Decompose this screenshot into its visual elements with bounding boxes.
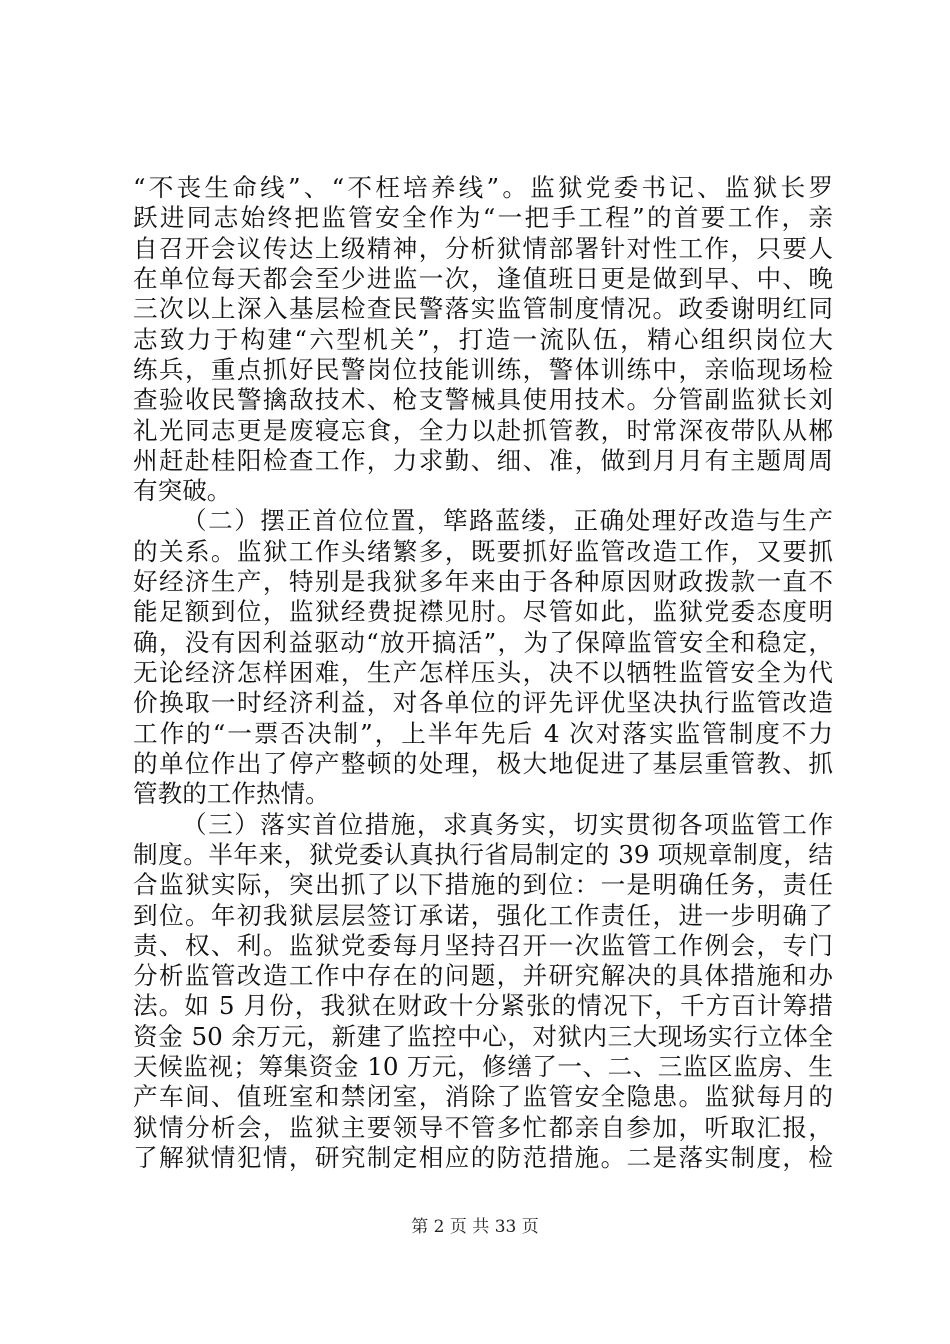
text-line: 跃进同志始终把监管安全作为“一把手工程”的首要工作，亲 — [133, 203, 833, 232]
text-line: 礼光同志更是废寝忘食，全力以赴抓管教，时常深夜带队从郴 — [133, 416, 833, 445]
text-line: 到位。年初我狱层层签订承诺，强化工作责任，进一步明确了 — [133, 901, 833, 930]
text-line: 的关系。监狱工作头绪繁多，既要抓好监管改造工作，又要抓 — [133, 537, 833, 566]
text-line: 的单位作出了停产整顿的处理，极大地促进了基层重管教、抓 — [133, 749, 833, 778]
text-line: 制度。半年来，狱党委认真执行省局制定的 39 项规章制度，结 — [133, 840, 833, 869]
text-line: 自召开会议传达上级精神，分析狱情部署针对性工作，只要人 — [133, 234, 833, 263]
text-line: “不丧生命线”、“不枉培养线”。监狱党委书记、监狱长罗 — [133, 173, 833, 202]
section-heading-line: （二）摆正首位位置，筚路蓝缕，正确处理好改造与生产 — [182, 506, 833, 535]
text-line: 价换取一时经济利益，对各单位的评先评优坚决执行监管改造 — [133, 688, 833, 717]
text-line: 好经济生产，特别是我狱多年来由于各种原因财政拨款一直不 — [133, 567, 833, 596]
text-line: 无论经济怎样困难，生产怎样压头，决不以牺牲监管安全为代 — [133, 658, 833, 687]
text-line: 产车间、值班室和禁闭室，消除了监管安全隐患。监狱每月的 — [133, 1082, 833, 1111]
text-line: 管教的工作热情。 — [133, 779, 330, 808]
text-line: 责、权、利。监狱党委每月坚持召开一次监管工作例会，专门 — [133, 931, 833, 960]
text-line: 三次以上深入基层检查民警落实监管制度情况。政委谢明红同 — [133, 294, 833, 323]
text-line: 有突破。 — [133, 476, 232, 505]
text-line: 了解狱情犯情，研究制定相应的防范措施。二是落实制度，检 — [133, 1143, 833, 1172]
text-line: 资金 50 余万元，新建了监控中心，对狱内三大现场实行立体全 — [133, 1022, 833, 1051]
text-line: 确，没有因利益驱动“放开搞活”，为了保障监管安全和稳定， — [133, 628, 833, 657]
page-number-footer: 第 2 页 共 33 页 — [411, 1217, 539, 1237]
text-line: 志致力于构建“六型机关”，打造一流队伍，精心组织岗位大 — [133, 325, 833, 354]
text-line: 查验收民警擒敌技术、枪支警械具使用技术。分管副监狱长刘 — [133, 385, 833, 414]
text-line: 工作的“一票否决制”，上半年先后 4 次对落实监管制度不力 — [133, 719, 833, 748]
section-heading-line: （三）落实首位措施，求真务实，切实贯彻各项监管工作 — [182, 810, 833, 839]
text-line: 分析监管改造工作中存在的问题，并研究解决的具体措施和办 — [133, 961, 833, 990]
text-line: 法。如 5 月份，我狱在财政十分紧张的情况下，千方百计筹措 — [133, 991, 833, 1020]
text-line: 能足额到位，监狱经费捉襟见肘。尽管如此，监狱党委态度明 — [133, 597, 833, 626]
text-line: 狱情分析会，监狱主要领导不管多忙都亲自参加，听取汇报， — [133, 1113, 833, 1142]
text-line: 练兵，重点抓好民警岗位技能训练，警体训练中，亲临现场检 — [133, 355, 833, 384]
text-line: 合监狱实际，突出抓了以下措施的到位：一是明确任务，责任 — [133, 870, 833, 899]
text-line: 在单位每天都会至少进监一次，逢值班日更是做到早、中、晚 — [133, 264, 833, 293]
text-line: 天候监视；筹集资金 10 万元，修缮了一、二、三监区监房、生 — [133, 1052, 833, 1081]
text-line: 州赶赴桂阳检查工作，力求勤、细、准，做到月月有主题周周 — [133, 446, 833, 475]
